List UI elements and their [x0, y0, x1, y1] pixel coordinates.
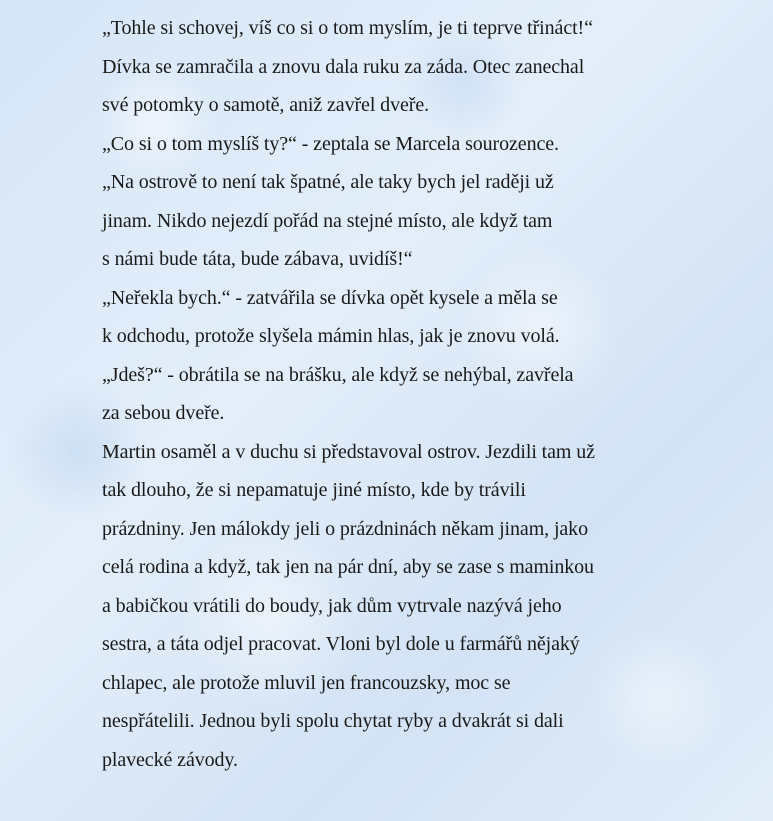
text-line: své potomky o samotě, aniž zavřel dveře. [102, 94, 429, 116]
text-line: tak dlouho, že si nepamatuje jiné místo, kde by trávili [102, 479, 526, 501]
text-line: k odchodu, protože slyšela mámin hlas, jak je znovu volá. [102, 325, 560, 347]
text-line: Martin osaměl a v duchu si představoval ostrov. Jezdili tam už [102, 440, 595, 463]
text-line: s námi bude táta, bude zábava, uvidíš!“ [102, 248, 413, 270]
document-text [102, 9, 762, 779]
text-line: „Na ostrově to není tak špatné, ale taky bych jel raději už [102, 171, 554, 193]
text-line: sestra, a táta odjel pracovat. Vloni byl dole u farmářů nějaký [102, 633, 580, 655]
text-line: jinam. Nikdo nejezdí pořád na stejné místo, ale když tam [102, 209, 553, 232]
text-line: plavecké závody. [102, 748, 238, 771]
text-line: „Tohle si schovej, víš co si o tom myslím, je ti teprve třináct!“ [102, 17, 593, 39]
text-line: celá rodina a když, tak jen na pár dní, aby se zase s maminkou [102, 556, 594, 578]
text-line: „Neřekla bych.“ - zatvářila se dívka opět kysele a měla se [102, 286, 558, 309]
text-line: za sebou dveře. [102, 402, 225, 424]
text-line: Dívka se zamračila a znovu dala ruku za záda. Otec zanechal [102, 55, 585, 78]
text-line: „Jdeš?“ - obrátila se na brášku, ale když se nehýbal, zavřela [102, 363, 574, 386]
text-line: chlapec, ale protože mluvil jen francouzsky, moc se [102, 671, 511, 694]
text-line: „Co si o tom myslíš ty?“ - zeptala se Marcela sourozence. [102, 132, 559, 155]
text-line: nespřátelili. Jednou byli spolu chytat ryby a dvakrát si dali [102, 710, 564, 732]
text-line: prázdniny. Jen málokdy jeli o prázdninách někam jinam, jako [102, 517, 588, 540]
text-line: a babičkou vrátili do boudy, jak dům vytrvale nazývá jeho [102, 594, 562, 617]
